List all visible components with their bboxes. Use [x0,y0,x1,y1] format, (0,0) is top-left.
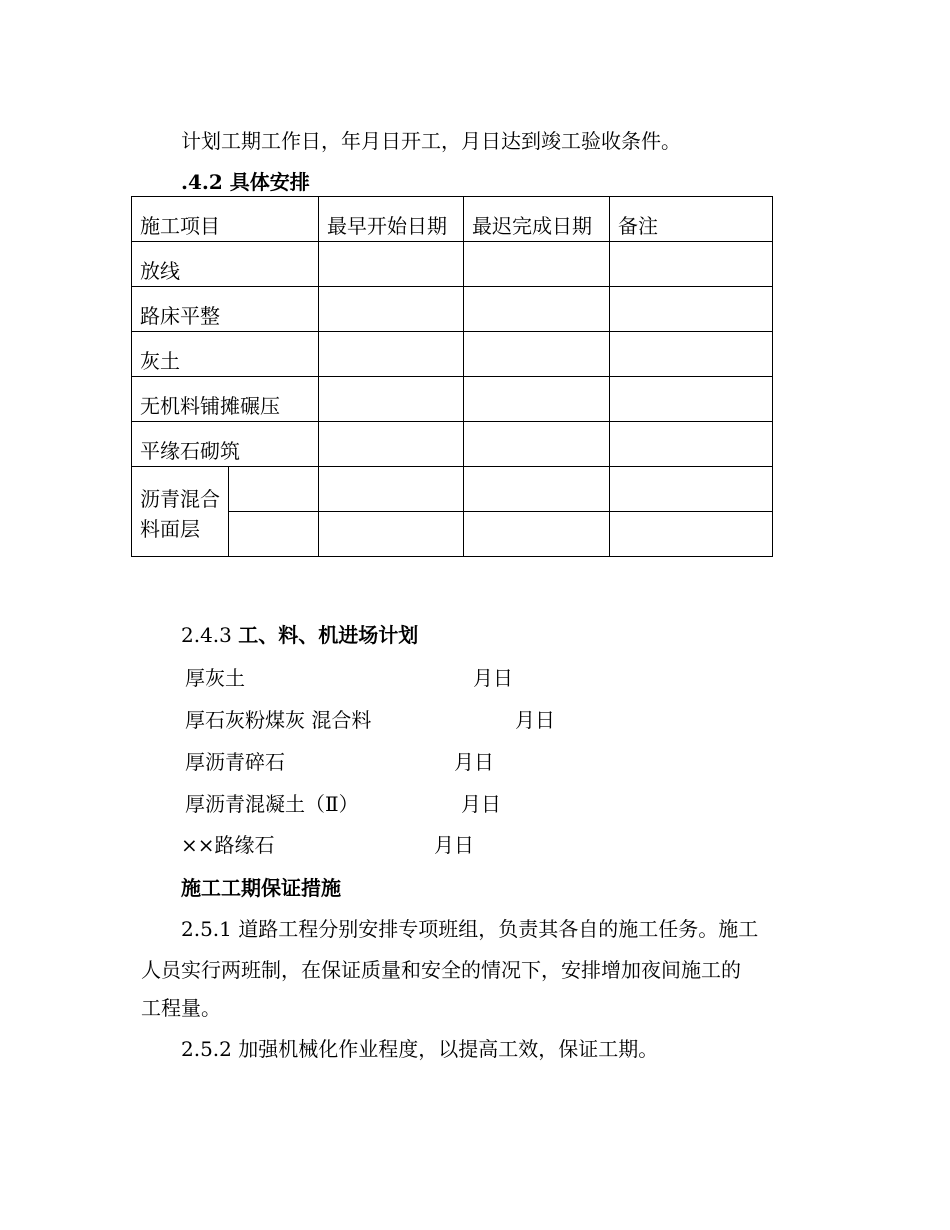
section-title: 工、料、机进场计划 [238,623,419,647]
table-cell-item: 沥青混合料面层 [132,467,229,557]
schedule-item-label: ××路缘石 [181,833,275,857]
header-cell-note: 备注 [610,197,773,242]
table-cell-end [464,287,610,332]
table-cell-item: 无机料铺摊碾压 [132,377,319,422]
schedule-item-label: 厚沥青碎石 [185,750,285,774]
table-cell-item: 路床平整 [132,287,319,332]
section-heading-2-4-3 [181,623,418,647]
table-cell-end [464,467,610,512]
table-row [132,377,773,422]
table-cell-note [610,332,773,377]
table-cell-sub [229,512,319,557]
schedule-item-date: 月日 [434,833,474,857]
table-row [132,287,773,332]
schedule-item-label: 厚石灰粉煤灰 混合料 [185,708,372,732]
section-number: 2.4.3 [181,623,232,647]
paragraph-2-5-2: 2.5.2 加强机械化作业程度，以提高工效，保证工期。 [181,1037,659,1061]
paragraph-2-5-1-line3: 工程量。 [141,996,221,1020]
schedule-item-date: 月日 [515,708,555,732]
paragraph-2-5-1-line1: 2.5.1 道路工程分别安排专项班组，负责其各自的施工任务。施工 [181,917,759,941]
table-cell-start [319,242,464,287]
section-heading-4-2: .4.2 具体安排 [181,170,310,194]
table-cell-note [610,467,773,512]
table-row [132,512,773,557]
table-row [132,422,773,467]
table-cell-sub [229,467,319,512]
table-cell-note [610,287,773,332]
schedule-item-date: 月日 [454,750,494,774]
table-row [132,332,773,377]
header-cell-start: 最早开始日期 [319,197,464,242]
header-cell-item: 施工项目 [132,197,319,242]
table-cell-item: 放线 [132,242,319,287]
table-cell-start [319,377,464,422]
table-cell-note [610,422,773,467]
section-heading-2-5: 施工工期保证措施 [181,876,341,900]
table-cell-start [319,332,464,377]
table-cell-item: 平缘石砌筑 [132,422,319,467]
table-cell-start [319,467,464,512]
header-cell-end: 最迟完成日期 [464,197,610,242]
table-cell-end [464,332,610,377]
paragraph-2-5-1-line2: 人员实行两班制，在保证质量和安全的情况下，安排增加夜间施工的 [141,958,741,982]
schedule-item-label: 厚沥青混凝土（Ⅱ） [185,792,359,816]
table-cell-end [464,377,610,422]
table-cell-item: 灰土 [132,332,319,377]
schedule-item-label: 厚灰土 [185,666,245,690]
table-cell-start [319,287,464,332]
table-cell-end [464,242,610,287]
table-cell-note [610,512,773,557]
table-cell-end [464,512,610,557]
table-row [132,467,773,512]
table-cell-note [610,242,773,287]
table-row [132,242,773,287]
table-cell-start [319,512,464,557]
intro-paragraph: 计划工期工作日，年月日开工，月日达到竣工验收条件。 [181,129,681,153]
table-cell-note [610,377,773,422]
table-cell-start [319,422,464,467]
schedule-table [131,196,773,557]
schedule-item-date: 月日 [461,792,501,816]
table-cell-end [464,422,610,467]
schedule-item-date: 月日 [473,666,513,690]
table-header-row [132,197,773,242]
